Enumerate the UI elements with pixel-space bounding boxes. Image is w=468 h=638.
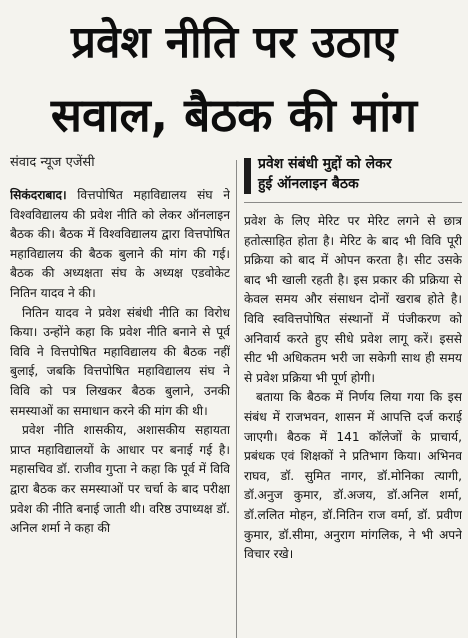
subheadline-bar: [244, 158, 251, 194]
article-paragraph: प्रवेश नीति शासकीय, अशासकीय सहायता प्राप्त महाविद्यालयों के आधार पर बनाई गई है। महासचिव डॉ. राजीव गुप्ता ने कहा कि पूर्व में विवि द्वारा बैठक कर समस्याओं पर चर्चा के बाद परीक्षा प्रवेश की नीति बनाई जाती थी। वरिष्ठ उपाध्यक्ष डॉ. अनिल शर्मा ने कहा की: [10, 423, 230, 536]
headline-line-1: प्रवेश नीति पर उठाए: [70, 17, 398, 68]
dateline: सिकंदराबाद।: [10, 188, 67, 202]
column-divider: [236, 160, 237, 638]
byline: संवाद न्यूज एजेंसी: [10, 155, 95, 170]
subheadline-line-1: प्रवेश संबंधी मुद्दों को लेकर: [258, 156, 392, 172]
subheadline: [258, 154, 462, 194]
article-paragraph: बताया कि बैठक में निर्णय लिया गया कि इस संबंध में राजभवन, शासन में आपत्ति दर्ज कराई जाएगी। बैठक में 141 कॉलेजों के प्राचार्य, प्रबंधक एवं शिक्षकों ने प्रतिभाग किया। अभिनव राघव, डॉ. सुमित नागर, डॉ.मोनिका त्यागी, डॉ.अनुज कुमार, डॉ.अजय, डॉ.अनिल शर्मा, डॉ.ललित मोहन, डॉ.नितिन राज वर्मा, डॉ. प्रवीण कुमार, डॉ.सीमा, अनुराग मांगलिक, ने भी अपने विचार रखे।: [244, 390, 462, 562]
article-paragraph: [10, 186, 230, 304]
subheadline-line-2: हुई ऑनलाइन बैठक: [258, 176, 359, 192]
article-paragraph-text: वित्तपोषित महाविद्यालय संघ ने विश्वविद्यालय की प्रवेश नीति को लेकर ऑनलाइन बैठक की। बैठक में विश्वविद्यालय द्वारा वित्तपोषित महाविद्यालय की बैठक बुलाने की मांग की गई। बैठक की अध्यक्षता संघ के अध्यक्ष एडवोकेट नितिन यादव ने की।: [10, 188, 230, 300]
article-column-right: [244, 212, 462, 638]
headline-line-2: सवाल, बैठक की मांग: [50, 88, 418, 142]
article-column-left: [10, 186, 230, 638]
subheadline-box: [244, 154, 462, 203]
article-paragraph: प्रवेश के लिए मेरिट पर मेरिट लगने से छात्र हतोत्साहित होता है। मेरिट के बाद भी विवि पूरी प्रक्रिया को बाद में ओपन करता है। सीट उसके बाद भी खाली रहती है। इस प्रकार की प्रक्रिया से केवल समय और संसाधन दोनों खराब होते है। विवि स्ववित्तपोषित संस्थानों में पंजीकरण को अनिवार्य करते हुए सीधे प्रवेश लागू करें। इससे सीट भी अधिकतम भरी जा सकेगी साथ ही समय से प्रवेश प्रक्रिया भी पूर्ण होगी।: [244, 214, 462, 385]
article-paragraph: नितिन यादव ने प्रवेश संबंधी नीति का विरोध किया। उन्होंने कहा कि प्रवेश नीति बनाने से पूर्व विवि ने वित्तपोषित महाविद्यालय की बैठक नहीं बुलाई, जबकि वित्तपोषित महाविद्यालय संघ ने विवि को पत्र लिखकर बैठक बुलाने, उनकी समस्याओं का समाधान करने की मांग की थी।: [10, 305, 230, 418]
